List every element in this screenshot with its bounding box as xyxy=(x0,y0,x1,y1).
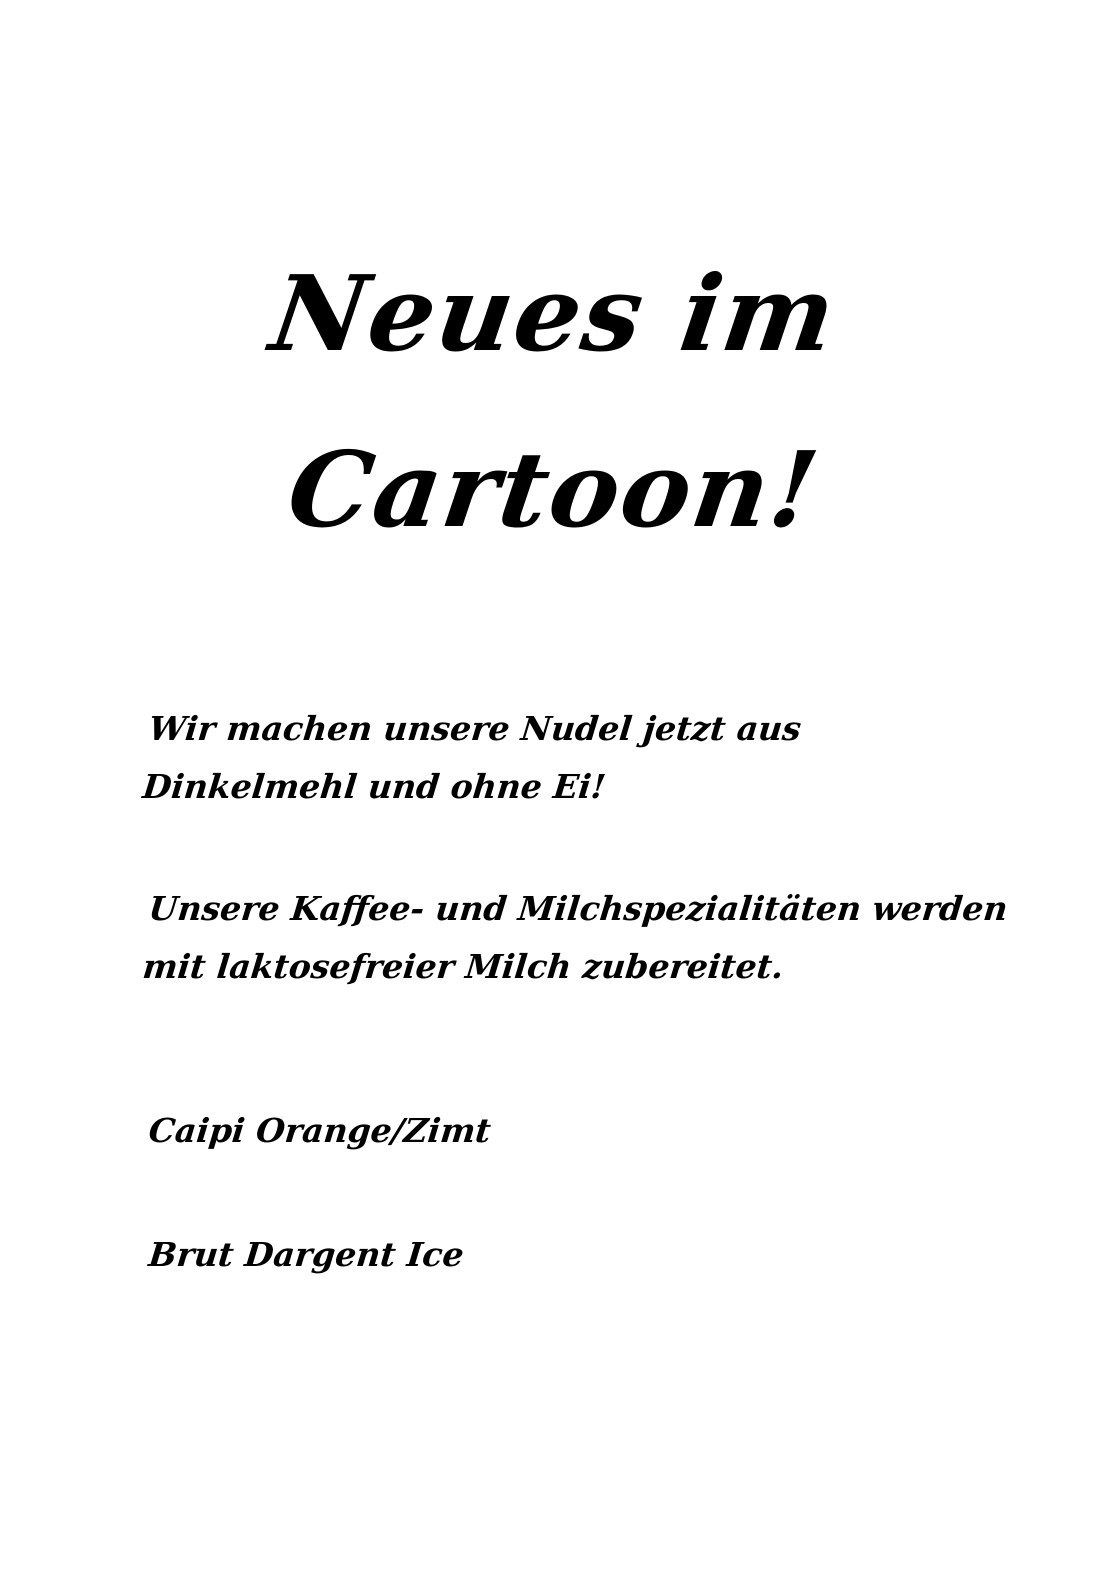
menu-item-brut: Brut Dargent Ice xyxy=(146,1235,466,1274)
paragraph-line: Dinkelmehl und ohne Ei! xyxy=(140,767,608,806)
menu-item-caipi: Caipi Orange/Zimt xyxy=(146,1111,493,1150)
paragraph-line: Unsere Kaffee- und Milchspezialitäten werden xyxy=(146,889,1010,928)
title-line-1: Neues im xyxy=(263,252,845,375)
paragraph-line: Wir machen unsere Nudel jetzt aus xyxy=(146,709,804,748)
paragraph-line: mit laktosefreier Milch zubereitet. xyxy=(140,947,786,986)
paragraph-coffee xyxy=(140,880,1052,996)
paragraph-noodles xyxy=(140,700,1052,816)
title-line-2: Cartoon! xyxy=(280,428,828,551)
